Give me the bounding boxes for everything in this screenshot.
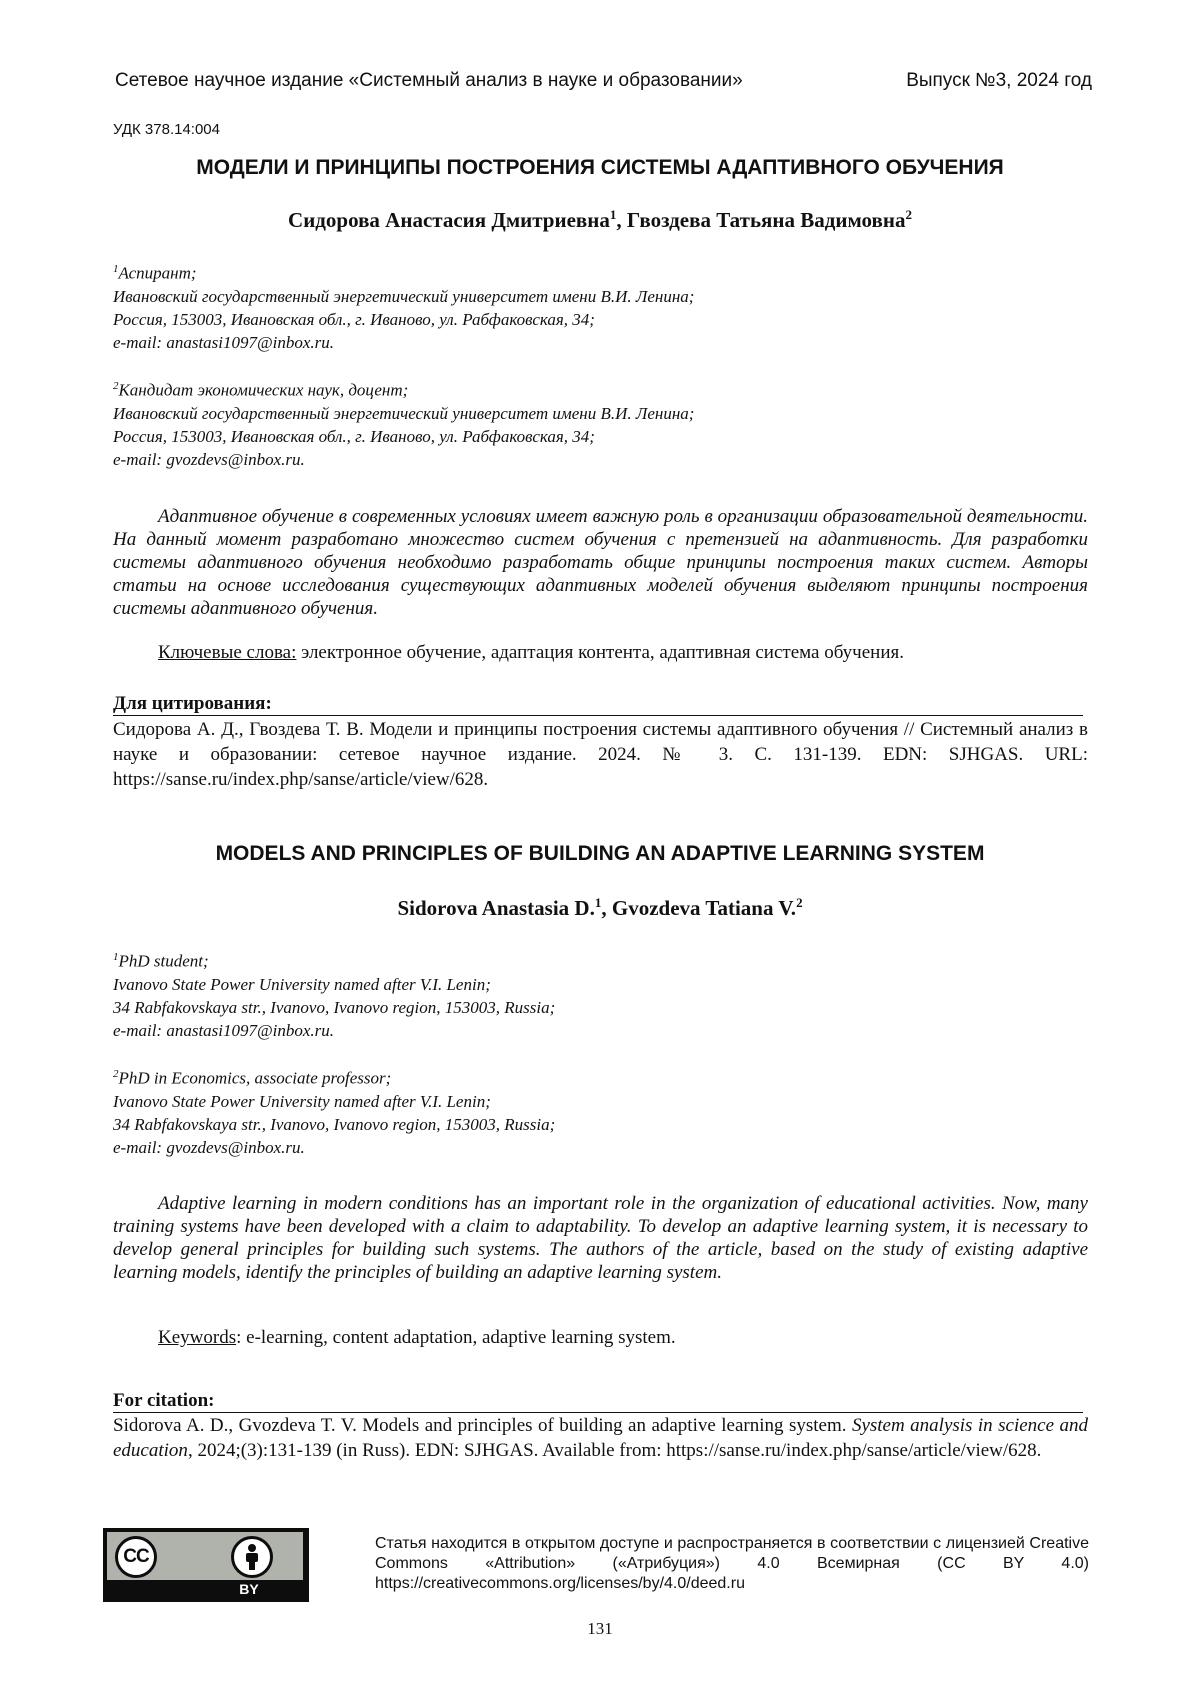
attribution-person-icon — [231, 1536, 273, 1578]
affiliation-en-2-email: e-mail: gvozdevs@inbox.ru. — [113, 1137, 305, 1157]
affiliation-en-1-sup: 1 — [113, 951, 119, 963]
author-2-en: Gvozdeva Tatiana V. — [611, 896, 797, 920]
affiliation-en-2-role: PhD in Economics, associate professor; — [118, 1068, 392, 1088]
udk-code: УДК 378.14:004 — [113, 121, 220, 138]
affiliation-ru-1-sup: 1 — [113, 263, 119, 275]
cc-by-license-badge[interactable] — [103, 1528, 309, 1602]
affiliation-ru-2-sup: 2 — [113, 380, 119, 392]
abstract-en: Adaptive learning in modern conditions has an important role in the organization of educational activities. Now, many training systems have been developed with a claim to adaptability. To develop an adaptive learning system, it is necessary to develop general principles for building such systems. The authors of the article, based on the study of existing adaptive learning models, identify the principles of building an adaptive learning system. — [113, 1193, 1088, 1283]
affiliation-en-2-sup: 2 — [113, 1068, 119, 1080]
running-header — [115, 70, 1092, 92]
affiliation-en-1-email: e-mail: anastasi1097@inbox.ru. — [113, 1020, 335, 1040]
affiliation-ru-1-org: Ивановский государственный энергетический университет имени В.И. Ленина; — [113, 286, 695, 306]
author-1-en-sup: 1 — [594, 895, 602, 910]
abstract-ru: Адаптивное обучение в современных условиях имеет важную роль в организации образовательной деятельности. На данный момент разработано множество систем обучения с претензией на адаптивность. Для разработки системы адаптивного обучения необходимо разработать общие принципы построения таких систем. Авторы статьи на основе исследования существующих адаптивных моделей обучения выделяют принципы построения системы адаптивного обучения. — [113, 506, 1088, 619]
issue-info: Выпуск №3, 2024 год — [906, 70, 1092, 91]
affiliation-ru-1 — [113, 258, 1013, 354]
affiliation-en-2-address: 34 Rabfakovskaya str., Ivanovo, Ivanovo region, 153003, Russia; — [113, 1114, 556, 1134]
citation-en-heading: For citation: — [113, 1389, 1083, 1413]
affiliation-ru-2-org: Ивановский государственный энергетический университет имени В.И. Ленина; — [113, 403, 695, 423]
journal-name: Сетевое научное издание «Системный анализ в науке и образовании» — [115, 70, 743, 91]
license-text: Статья находится в открытом доступе и распространяется в соответствии с лицензией Creative Commons «Attribution» («Атрибуция») 4.0 Всемирная (CC BY 4.0) https://creativecommons.org/licenses/by/4.0/deed.ru — [375, 1535, 1089, 1592]
affiliation-ru-1-role: Аспирант; — [118, 263, 197, 283]
keywords-en-label: Keywords — [158, 1327, 237, 1348]
author-separator-en: , — [601, 896, 612, 920]
title-ru: МОДЕЛИ И ПРИНЦИПЫ ПОСТРОЕНИЯ СИСТЕМЫ АДАПТИВНОГО ОБУЧЕНИЯ — [196, 156, 1004, 179]
affiliation-ru-2-email: e-mail: gvozdevs@inbox.ru. — [113, 449, 305, 469]
affiliation-en-2 — [113, 1063, 1013, 1159]
author-2-ru: Гвоздева Татьяна Вадимовна — [626, 208, 906, 232]
affiliation-en-2-org: Ivanovo State Power University named after V.I. Lenin; — [113, 1091, 491, 1111]
citation-en-part-2: , 2024;(3):131-139 (in Russ). EDN: SJHGAS. Available from: https://sanse.ru/index.php/sanse/article/view/628. — [187, 1440, 1042, 1461]
title-en: MODELS AND PRINCIPLES OF BUILDING AN ADAPTIVE LEARNING SYSTEM — [215, 842, 985, 865]
affiliation-en-1 — [113, 946, 1013, 1042]
author-2-en-sup: 2 — [796, 895, 803, 910]
citation-en-part-1: Sidorova A. D., Gvozdeva T. V. Models and principles of building an adaptive learning system. — [113, 1415, 852, 1436]
author-2-ru-sup: 2 — [905, 207, 912, 222]
affiliation-ru-2-address: Россия, 153003, Ивановская обл., г. Иваново, ул. Рабфаковская, 34; — [113, 426, 595, 446]
affiliation-en-1-org: Ivanovo State Power University named after V.I. Lenin; — [113, 974, 491, 994]
cc-badge-panel — [107, 1532, 303, 1580]
affiliation-ru-2-role: Кандидат экономических наук, доцент; — [118, 380, 409, 400]
page-number: 131 — [587, 1619, 613, 1638]
citation-en-journal: System analysis in science and education — [113, 1415, 1088, 1461]
author-1-en: Sidorova Anastasia D. — [397, 896, 595, 920]
citation-en — [113, 1413, 1088, 1463]
authors-en — [0, 895, 1200, 921]
affiliation-ru-1-email: e-mail: anastasi1097@inbox.ru. — [113, 332, 335, 352]
citation-ru: Сидорова А. Д., Гвоздева Т. В. Модели и принципы построения системы адаптивного обучения // Системный анализ в науке и образовании: сетевое научное издание. 2024. № 3. С. 131-139. EDN: SJHGAS. URL: https://sanse.ru/index.php/sanse/article/view/628. — [113, 719, 1088, 790]
citation-ru-heading: Для цитирования: — [113, 692, 1083, 716]
by-label: BY — [239, 1581, 259, 1597]
affiliation-en-1-address: 34 Rabfakovskaya str., Ivanovo, Ivanovo region, 153003, Russia; — [113, 997, 556, 1017]
keywords-ru-text: электронное обучение, адаптация контента, адаптивная система обучения. — [296, 642, 904, 663]
affiliation-ru-1-address: Россия, 153003, Ивановская обл., г. Иваново, ул. Рабфаковская, 34; — [113, 309, 595, 329]
keywords-ru — [158, 641, 1088, 664]
author-1-ru: Сидорова Анастасия Дмитриевна — [288, 208, 610, 232]
keywords-ru-label: Ключевые слова: — [158, 642, 297, 663]
affiliation-ru-2 — [113, 375, 1013, 471]
keywords-en — [158, 1326, 1088, 1349]
keywords-en-text: : e-learning, content adaptation, adaptive learning system. — [236, 1327, 676, 1348]
authors-ru — [0, 207, 1200, 233]
affiliation-en-1-role: PhD student; — [118, 951, 209, 971]
cc-icon: CC — [115, 1536, 157, 1578]
author-separator-ru: , — [616, 208, 627, 232]
author-1-ru-sup: 1 — [609, 207, 617, 222]
